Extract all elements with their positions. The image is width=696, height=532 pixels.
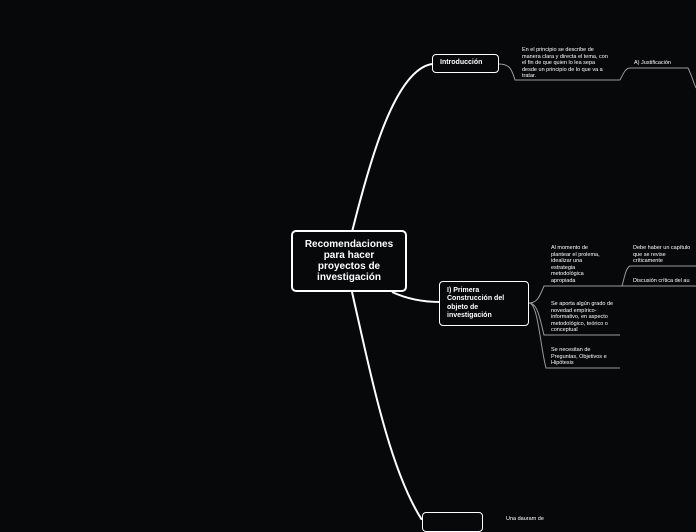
topic-bottom-partial[interactable] xyxy=(422,512,483,532)
central-topic[interactable]: Recomendaciones para hacer proyectos de investigación xyxy=(291,230,407,292)
leaf-justificacion[interactable]: A) Justificación xyxy=(634,60,671,66)
branch-bottom xyxy=(352,292,422,520)
topic-primera-construccion[interactable]: I) Primera Construcción del objeto de investigación xyxy=(439,281,529,326)
branch-primera xyxy=(392,292,440,302)
leaf-novedad[interactable]: Se aporta algún grado de novedad empírico-informativo, en aspecto metodológico, teórico o conceptual xyxy=(551,301,614,334)
leaf-discusion-critica[interactable]: Discusión crítica del au xyxy=(633,278,690,284)
topic-introduccion[interactable]: Introducción xyxy=(432,54,499,73)
leaf-intro-description[interactable]: En el principio se describe de manera clara y directa el tema, con el fin de que quien lo lea sepa desde un principio de lo que va a tratar. xyxy=(522,47,608,80)
line-justificacion xyxy=(620,68,696,88)
leaf-bottom-partial[interactable]: Una dauram de xyxy=(506,516,544,522)
leaf-preguntas-objetivos[interactable]: Se necesitan de Preguntas, Objetivos e Hipótesis xyxy=(551,347,607,367)
branch-intro xyxy=(352,64,432,232)
leaf-plantear-problema[interactable]: Al momento de plantear el prolema, idealizar una estrategia metodológica apropiada xyxy=(551,245,600,284)
leaf-capitulo-critico[interactable]: Debe haber un capítulo que se revise críticamente xyxy=(633,245,691,265)
